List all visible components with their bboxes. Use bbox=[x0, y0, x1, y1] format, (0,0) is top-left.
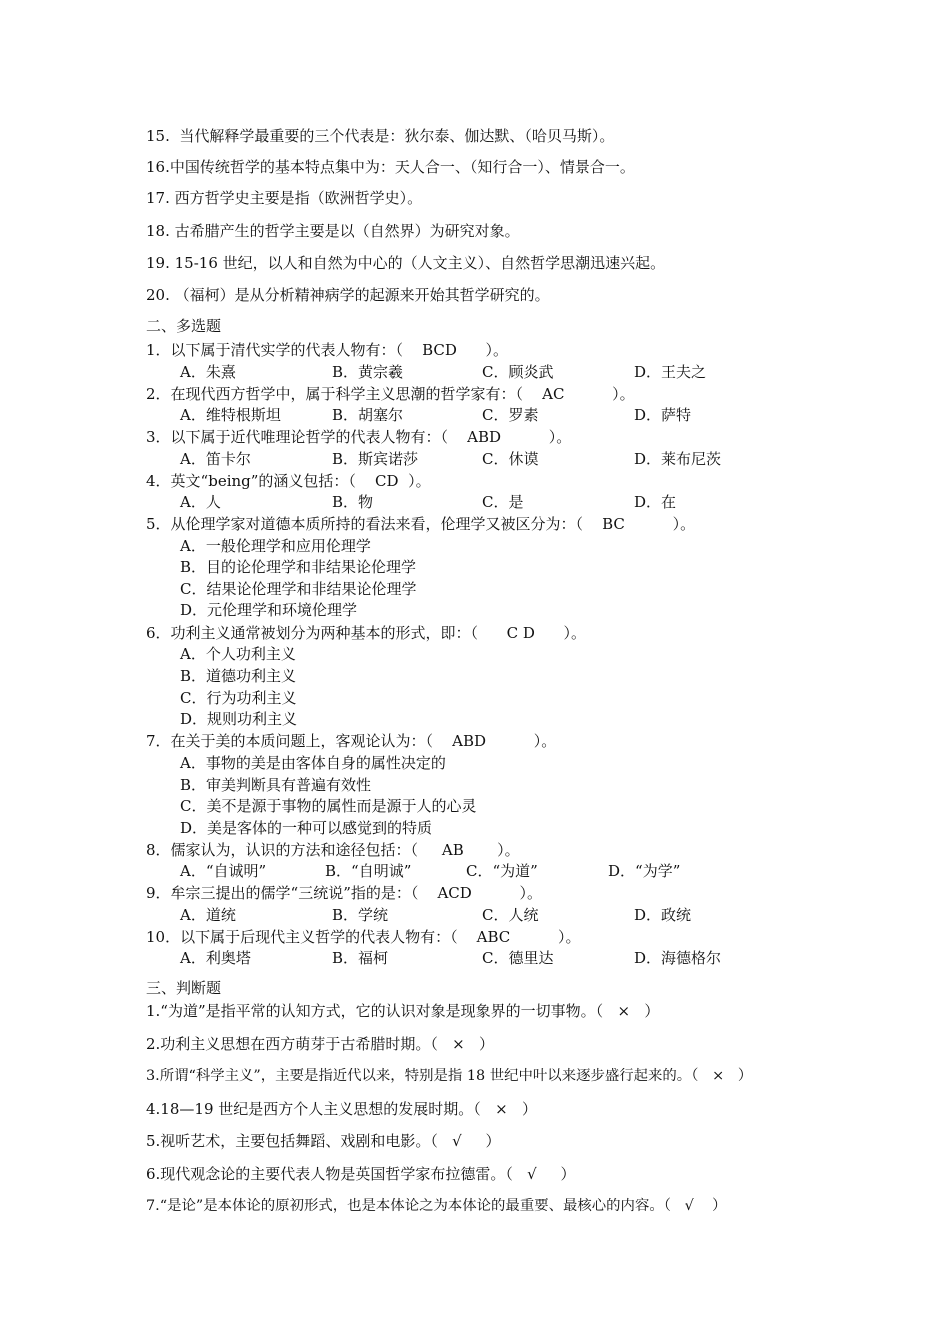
answer: ABD bbox=[467, 428, 502, 446]
question-stem: 10．以下属于后现代主义哲学的代表人物有：（ ABC ）。 bbox=[146, 928, 581, 946]
option: D．在 bbox=[634, 493, 677, 511]
judgement-mark: × bbox=[712, 1068, 725, 1084]
option: D．“为学” bbox=[608, 862, 681, 880]
fill-in-item: 20. （福柯）是从分析精神病学的起源来开始其哲学研究的。 bbox=[146, 286, 550, 304]
question-stem: 4．英文“being”的涵义包括：（ CD ）。 bbox=[146, 472, 431, 490]
option: A．“自诚明” bbox=[180, 862, 267, 880]
option: C．休谟 bbox=[482, 450, 539, 468]
option: B．目的论伦理学和非结果论伦理学 bbox=[180, 558, 417, 576]
option: C．“为道” bbox=[466, 862, 538, 880]
judgement-item: 1.“为道”是指平常的认知方式，它的认识对象是现象界的一切事物。（ × ） bbox=[146, 1002, 660, 1020]
answer: BCD bbox=[422, 341, 457, 359]
option: A．朱熹 bbox=[180, 363, 236, 381]
judgement-mark: × bbox=[617, 1002, 631, 1020]
option: D．元伦理学和环境伦理学 bbox=[180, 601, 358, 619]
option: A．利奥塔 bbox=[180, 949, 251, 967]
judgement-item: 4.18—19 世纪是西方个人主义思想的发展时期。（ × ） bbox=[146, 1100, 537, 1118]
judgement-mark: × bbox=[452, 1035, 465, 1053]
answer: ABD bbox=[452, 732, 487, 750]
judgement-mark: √ bbox=[527, 1165, 537, 1183]
judgement-item: 6.现代观念论的主要代表人物是英国哲学家布拉德雷。（ √ ） bbox=[146, 1165, 576, 1183]
option: B．福柯 bbox=[332, 949, 389, 967]
fill-in-item: 19. 15-16 世纪，以人和自然为中心的（人文主义）、自然哲学思潮迅速兴起。 bbox=[146, 254, 666, 272]
answer: AC bbox=[542, 385, 565, 403]
option: C．罗素 bbox=[482, 406, 539, 424]
answer: ABC bbox=[476, 928, 511, 946]
option: B．“自明诚” bbox=[325, 862, 412, 880]
judgement-mark: √ bbox=[684, 1198, 694, 1214]
option: B．物 bbox=[332, 493, 374, 511]
option: C．人统 bbox=[482, 906, 539, 924]
option: A．人 bbox=[180, 493, 221, 511]
answer: CD bbox=[375, 472, 399, 490]
option: D．政统 bbox=[634, 906, 692, 924]
option: C．美不是源于事物的属性而是源于人的心灵 bbox=[180, 797, 477, 815]
judgement-item: 2.功利主义思想在西方萌芽于古希腊时期。（ × ） bbox=[146, 1035, 495, 1053]
answer: ACD bbox=[437, 884, 472, 902]
option: D．莱布尼茨 bbox=[634, 450, 722, 468]
option: C．是 bbox=[482, 493, 524, 511]
fill-in-item: 17. 西方哲学史主要是指（欧洲哲学史）。 bbox=[146, 189, 423, 207]
option: D．美是客体的一种可以感觉到的特质 bbox=[180, 819, 433, 837]
option: A．维特根斯坦 bbox=[180, 406, 281, 424]
option: D．萨特 bbox=[634, 406, 692, 424]
option: C．德里达 bbox=[482, 949, 554, 967]
option: B．审美判断具有普遍有效性 bbox=[180, 776, 372, 794]
option: D．海德格尔 bbox=[634, 949, 722, 967]
option: B．黄宗羲 bbox=[332, 363, 404, 381]
option: B．胡塞尔 bbox=[332, 406, 404, 424]
judgement-mark: √ bbox=[452, 1132, 462, 1150]
option: C．结果论伦理学和非结果论伦理学 bbox=[180, 580, 417, 598]
option: C．行为功利主义 bbox=[180, 689, 297, 707]
option: B．道德功利主义 bbox=[180, 667, 297, 685]
judgement-item: 7.“是论”是本体论的原初形式，也是本体论之为本体论的最重要、最核心的内容。（ √ ） bbox=[146, 1198, 727, 1214]
option: A．笛卡尔 bbox=[180, 450, 251, 468]
option: A．一般伦理学和应用伦理学 bbox=[180, 537, 371, 555]
question-stem: 3．以下属于近代唯理论哲学的代表人物有：（ ABD ）。 bbox=[146, 428, 572, 446]
question-stem: 9．牟宗三提出的儒学“三统说”指的是：（ ACD ）。 bbox=[146, 884, 543, 902]
fill-in-item: 15. 当代解释学最重要的三个代表是：狄尔泰、伽达默、（哈贝马斯）。 bbox=[146, 127, 615, 145]
option: B．学统 bbox=[332, 906, 389, 924]
option: C．顾炎武 bbox=[482, 363, 554, 381]
option: B．斯宾诺莎 bbox=[332, 450, 419, 468]
judgement-mark: × bbox=[495, 1100, 508, 1118]
section-heading: 二、多选题 bbox=[146, 317, 222, 335]
question-stem: 1．以下属于清代实学的代表人物有：（ BCD ）。 bbox=[146, 341, 509, 359]
answer: C D bbox=[506, 624, 535, 642]
question-stem: 5．从伦理学家对道德本质所持的看法来看，伦理学又被区分为：（ BC ）。 bbox=[146, 515, 696, 533]
answer: BC bbox=[602, 515, 625, 533]
question-stem: 8．儒家认为，认识的方法和途径包括：（ AB ）。 bbox=[146, 841, 520, 859]
option: A．个人功利主义 bbox=[180, 645, 296, 663]
fill-in-item: 18. 古希腊产生的哲学主要是以（自然界）为研究对象。 bbox=[146, 222, 520, 240]
option: D．规则功利主义 bbox=[180, 710, 298, 728]
answer: AB bbox=[441, 841, 464, 859]
question-stem: 6．功利主义通常被划分为两种基本的形式，即：（ C D ）。 bbox=[146, 624, 587, 642]
question-stem: 2．在现代西方哲学中，属于科学主义思潮的哲学家有：（ AC ）。 bbox=[146, 385, 635, 403]
option: A．道统 bbox=[180, 906, 236, 924]
judgement-item: 5.视听艺术，主要包括舞蹈、戏剧和电影。（ √ ） bbox=[146, 1132, 501, 1150]
fill-in-item: 16.中国传统哲学的基本特点集中为：天人合一、（知行合一）、情景合一。 bbox=[146, 158, 635, 176]
option: D．王夫之 bbox=[634, 363, 707, 381]
judgement-item: 3.所谓“科学主义”，主要是指近代以来，特别是指 18 世纪中叶以来逐步盛行起来的。（ × ） bbox=[146, 1068, 753, 1084]
section-heading: 三、判断题 bbox=[146, 979, 222, 997]
question-stem: 7．在关于美的本质问题上，客观论认为：（ ABD ）。 bbox=[146, 732, 557, 750]
option: A．事物的美是由客体自身的属性决定的 bbox=[180, 754, 446, 772]
